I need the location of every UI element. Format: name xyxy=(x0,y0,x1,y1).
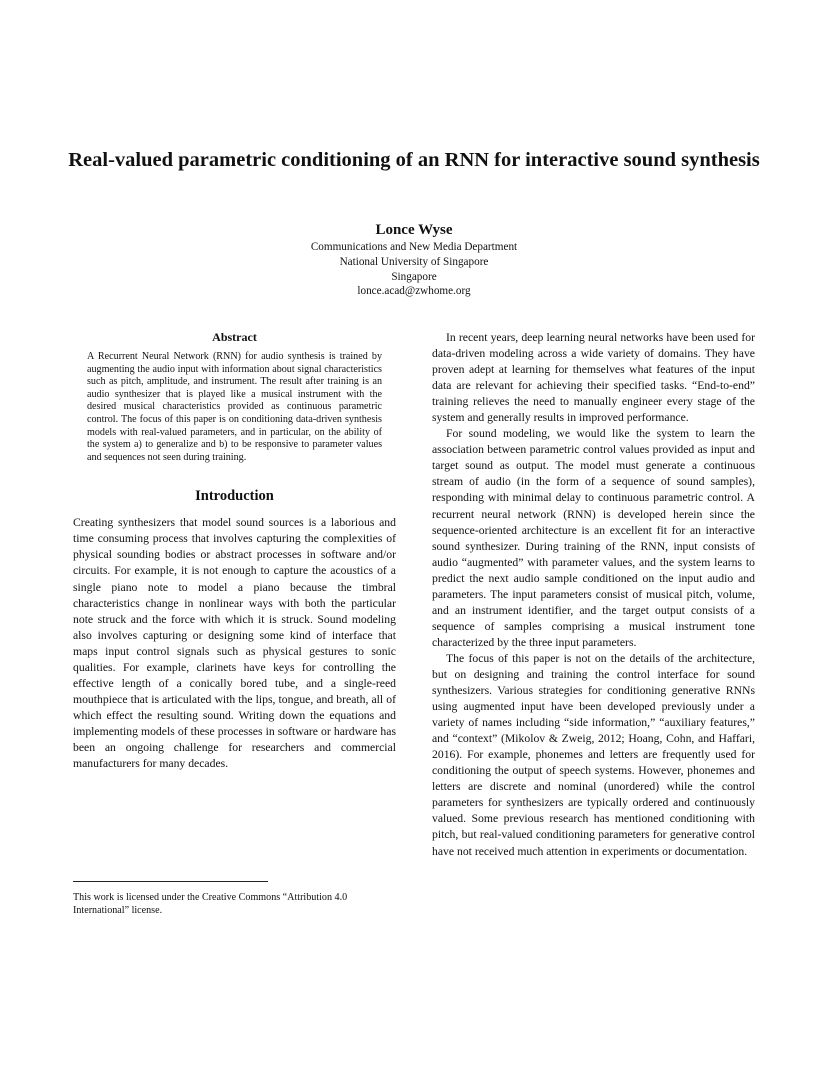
abstract-heading: Abstract xyxy=(212,330,257,344)
author-email: lonce.acad@zwhome.org xyxy=(357,285,471,298)
license-footnote: This work is licensed under the Creative Commons “Attribution 4.0 International” license. xyxy=(73,892,348,916)
affiliation-department: Communications and New Media Department xyxy=(310,241,518,253)
right-column xyxy=(432,330,755,860)
introduction-heading: Introduction xyxy=(195,488,274,505)
introduction-paragraph: Creating synthesizers that model sound sources is a laborious and time consuming process that involves capturing the complexities of physical sounding bodies or abstract processes in software and/or circuits. For example, it is not enough to capture the acoustics of a single piano note to model a piano because the timbral characteristics change in nonlinear ways with both the particular note struck and the force with which it is struck. Sound modeling also involves capturing or designing some kind of interface that maps input control signals such as physical gestures to sonic qualities. For example, clarinets have keys for controlling the effective length of a conically bored tube, and a single-reed mouthpiece that is articulated with the lips, tongue, and breath, all of which effect the resulting sound. Writing down the equations and implementing models of these processes in software or hardware has been an ongoing challenge for researchers and commercial manufacturers for many decades. xyxy=(73,516,396,771)
footnote-divider xyxy=(73,881,268,882)
body-paragraph: In recent years, deep learning neural networks have been used for data-driven modeling across a wide variety of domains. They have proven adept at learning for themselves what features of the input data are relevant for achieving their specified tasks. “End-to-end” training relieves the need to manually engineer every stage of the system and generally results in improved performance. xyxy=(432,331,755,425)
left-column xyxy=(73,330,396,772)
abstract-text: A Recurrent Neural Network (RNN) for audio synthesis is trained by augmenting the audio input with information about signal characteristics such as pitch, amplitude, and instrument. The result after training is an audio synthesizer that is played like a musical instrument with the desired musical characteristics provided as continuous parametric control. The focus of this paper is on conditioning data-driven synthesis models with real-valued parameters, and in particular, on the ability of the system a) to generalize and b) to be responsive to parameter values and sequences not seen during training. xyxy=(87,351,382,463)
paper-title: Real-valued parametric conditioning of an RNN for interactive sound synthesis xyxy=(68,149,760,171)
author-affiliation xyxy=(0,240,828,299)
affiliation-country: Singapore xyxy=(391,270,437,283)
author-name: Lonce Wyse xyxy=(375,222,453,238)
affiliation-university: National University of Singapore xyxy=(339,255,489,268)
body-paragraph: The focus of this paper is not on the details of the architecture, but on designing and training the control interface for sound synthesizers. Various strategies for conditioning generative RNNs using augmented input have been developed previously under a variety of names including “side information,” “auxiliary features,” and “context” (Mikolov & Zweig, 2012; Hoang, Cohn, and Haffari, 2016). For example, phonemes and letters are frequently used for conditioning the output of speech systems. However, phonemes and letters are discrete and nominal (unordered) while the control parameters for synthesizers are typically ordered and continuously valued. Some previous research has mentioned conditioning with pitch, but real-valued conditioning parameters for generative control have not received much attention in experiments or documentation. xyxy=(432,651,755,858)
body-paragraph: For sound modeling, we would like the system to learn the association between parametric control values provided as input and target sound as output. The model must generate a continuous stream of audio (in the form of a sequence of sound samples), responding with minimal delay to continuous parametric control. A recurrent neural network (RNN) is developed herein since the sequence-oriented architecture is an excellent fit for an interactive sound synthesizer. During training of the RNN, input consists of audio “augmented” with parameter values, and the system learns to predict the next audio sample conditioned on the input audio and parameters. The input parameters consist of musical pitch, volume, and an instrument identifier, and the target output consists of a sequence of samples comprising a musical instrument tone characterized by the three input parameters. xyxy=(432,427,755,649)
